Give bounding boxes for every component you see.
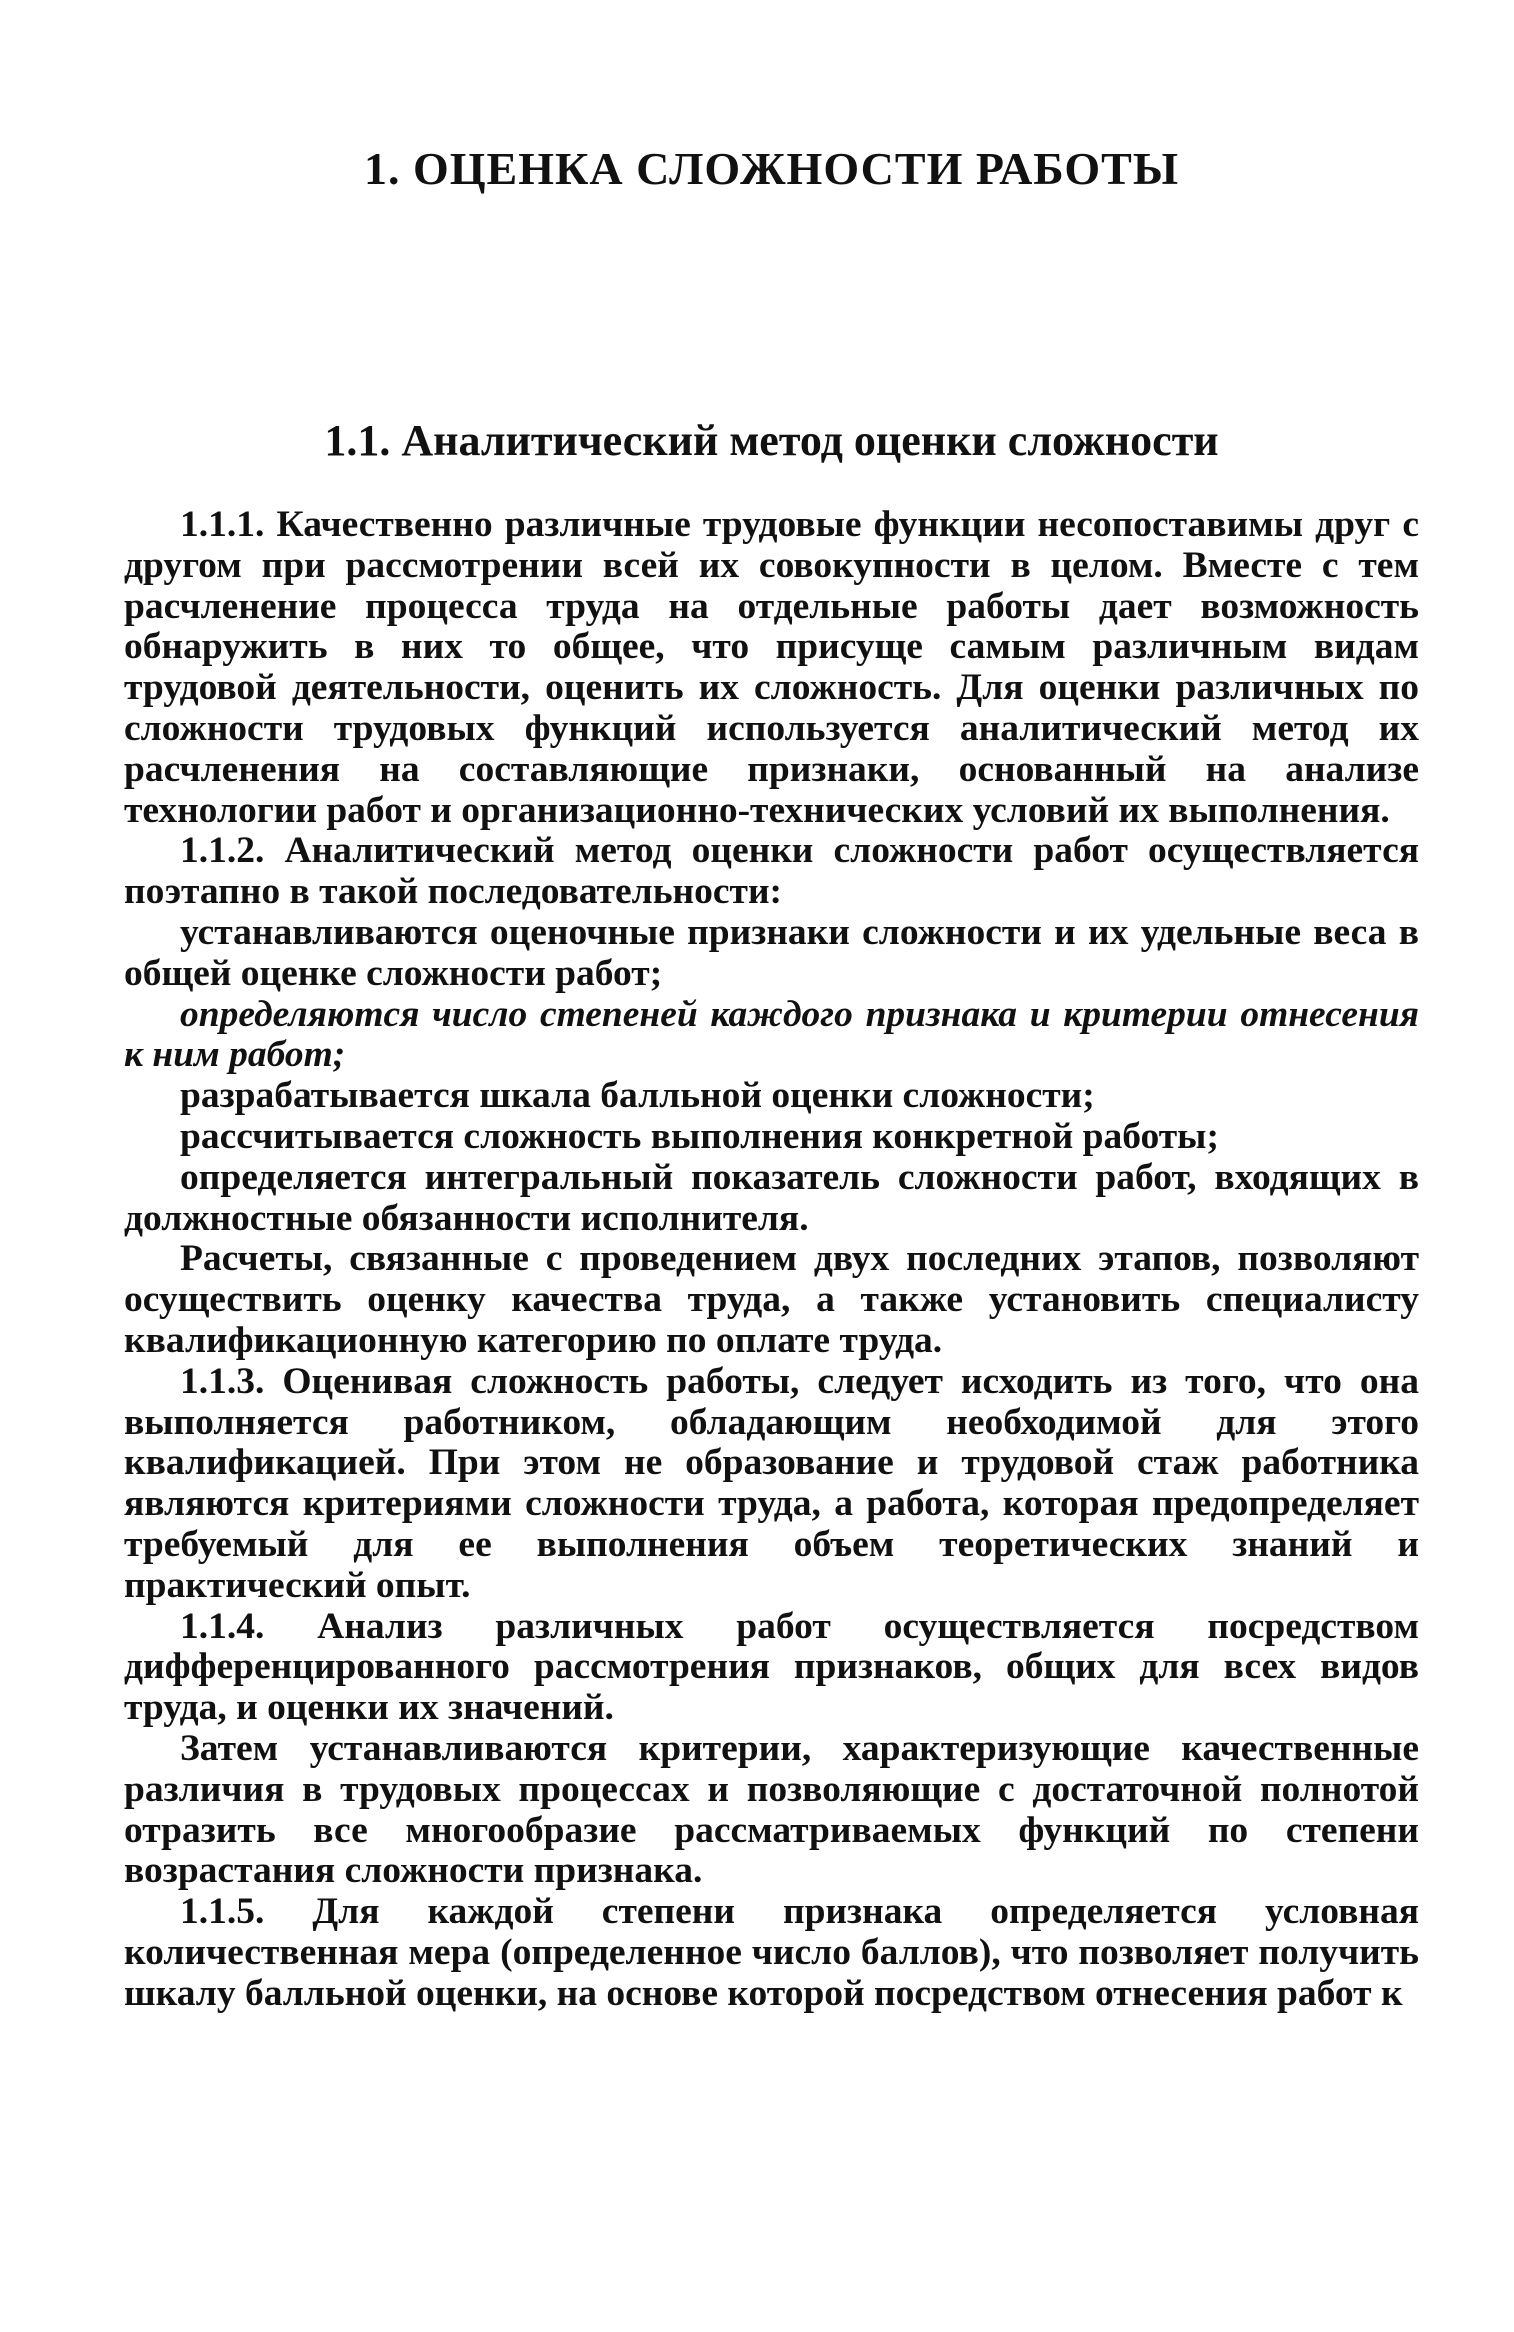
paragraph-calculations: Расчеты, связанные с проведением двух последних этапов, позволяют осуществить оценку качества труда, а также установить специалисту квалификационную категорию по оплате труда. <box>124 1238 1419 1361</box>
body-text <box>124 505 1419 2014</box>
paragraph-1-1-3: 1.1.3. Оценивая сложность работы, следует исходить из того, что она выполняется работником, обладающим необходимой для этого квалификацией. При этом не образование и трудовой стаж работника являются критериями сложности труда, а работа, которая предопределяет требуемый для ее выполнения объем теоретических знаний и практический опыт. <box>124 1360 1419 1606</box>
step-item: устанавливаются оценочные признаки сложности и их удельные веса в общей оценке сложности работ; <box>124 911 1419 994</box>
paragraph-1-1-1: 1.1.1. Качественно различные трудовые функции несопоставимы друг с другом при рассмотрении всей их совокупности в целом. Вместе с тем расчленение процесса труда на отдельные работы дает возможность обнаружить в них то общее, что присуще самым различным видам трудовой деятельности, оценить их сложность. Для оценки различных по сложности трудовых функций используется аналитический метод их расчленения на составляющие признаки, основанный на анализе технологии работ и организационно-технических условий их выполнения. <box>124 504 1419 831</box>
step-item: определяется интегральный показатель сложности работ, входящих в должностные обязанности исполнителя. <box>124 1156 1419 1239</box>
step-item: рассчитывается сложность выполнения конкретной работы; <box>180 1115 1219 1157</box>
paragraph-1-1-5: 1.1.5. Для каждой степени признака определяется условная количественная мера (определенное число баллов), что позволяет получить шкалу балльной оценки, на основе которой посредством отнесения работ к <box>124 1891 1419 2014</box>
chapter-title: 1. ОЦЕНКА СЛОЖНОСТИ РАБОТЫ <box>363 143 1180 194</box>
section-title: 1.1. Аналитический метод оценки сложности <box>324 416 1219 465</box>
step-item: определяются число степеней каждого признака и критерии отнесения к ним работ; <box>124 993 1419 1076</box>
document-page <box>124 0 1419 2332</box>
paragraph-1-1-4: 1.1.4. Анализ различных работ осуществляется посредством дифференцированного рассмотрения признаков, общих для всех видов труда, и оценки их значений. <box>124 1605 1419 1729</box>
step-item: разрабатывается шкала балльной оценки сложности; <box>180 1075 1095 1117</box>
paragraph-1-1-2: 1.1.2. Аналитический метод оценки сложности работ осуществляется поэтапно в такой последовательности: <box>124 830 1419 913</box>
paragraph-criteria: Затем устанавливаются критерии, характеризующие качественные различия в трудовых процессах и позволяющие с достаточной полнотой отразить все многообразие рассматриваемых функций по степени возрастания сложности признака. <box>124 1727 1419 1892</box>
